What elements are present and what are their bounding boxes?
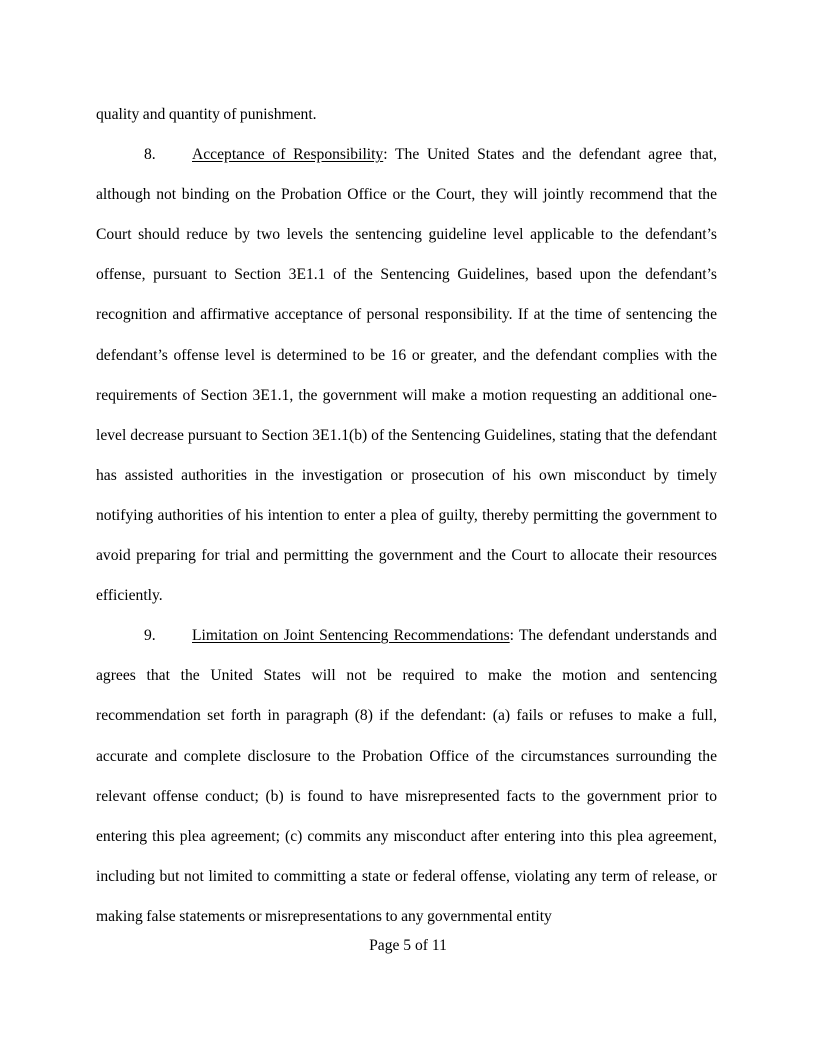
- paragraph-body: : The defendant understands and agrees that the United States will not be required to make the motion and sentencing recommendation set forth in paragraph (8) if the defendant: (a) fails or refuses to make a full, accurate and complete disclosure to the Probation Office of the circumstances surrounding the relevant offense conduct; (b) is found to have misrepresented facts to the government prior to entering this plea agreement; (c) commits any misconduct after entering into this plea agreement, including but not limited to committing a state or federal offense, violating any term of release, or making false statements or misrepresentations to any governmental entity: [96, 627, 717, 925]
- paragraph-heading: Acceptance of Responsibility: [192, 146, 384, 164]
- continuation-text: quality and quantity of punishment.: [96, 106, 317, 123]
- document-page: [96, 95, 717, 937]
- paragraph-9: [96, 616, 717, 937]
- paragraph-8: [96, 135, 717, 616]
- paragraph-heading: Limitation on Joint Sentencing Recommendations: [192, 627, 510, 645]
- paragraph-number: 8.: [144, 146, 156, 164]
- paragraph-body: : The United States and the defendant agree that, although not binding on the Probation Office or the Court, they will jointly recommend that the Court should reduce by two levels the sentencing guideline level applicable to the defendant’s offense, pursuant to Section 3E1.1 of the Sentencing Guidelines, based upon the defendant’s recognition and affirmative acceptance of personal responsibility. If at the time of sentencing the defendant’s offense level is determined to be 16 or greater, and the defendant complies with the requirements of Section 3E1.1, the government will make a motion requesting an additional one-level decrease pursuant to Section 3E1.1(b) of the Sentencing Guidelines, stating that the defendant has assisted authorities in the investigation or prosecution of his own misconduct by timely notifying authorities of his intention to enter a plea of guilty, thereby permitting the government to avoid preparing for trial and permitting the government and the Court to allocate their resources efficiently.: [96, 146, 717, 605]
- paragraph-number: 9.: [144, 627, 156, 645]
- page-footer: Page 5 of 11: [369, 937, 447, 954]
